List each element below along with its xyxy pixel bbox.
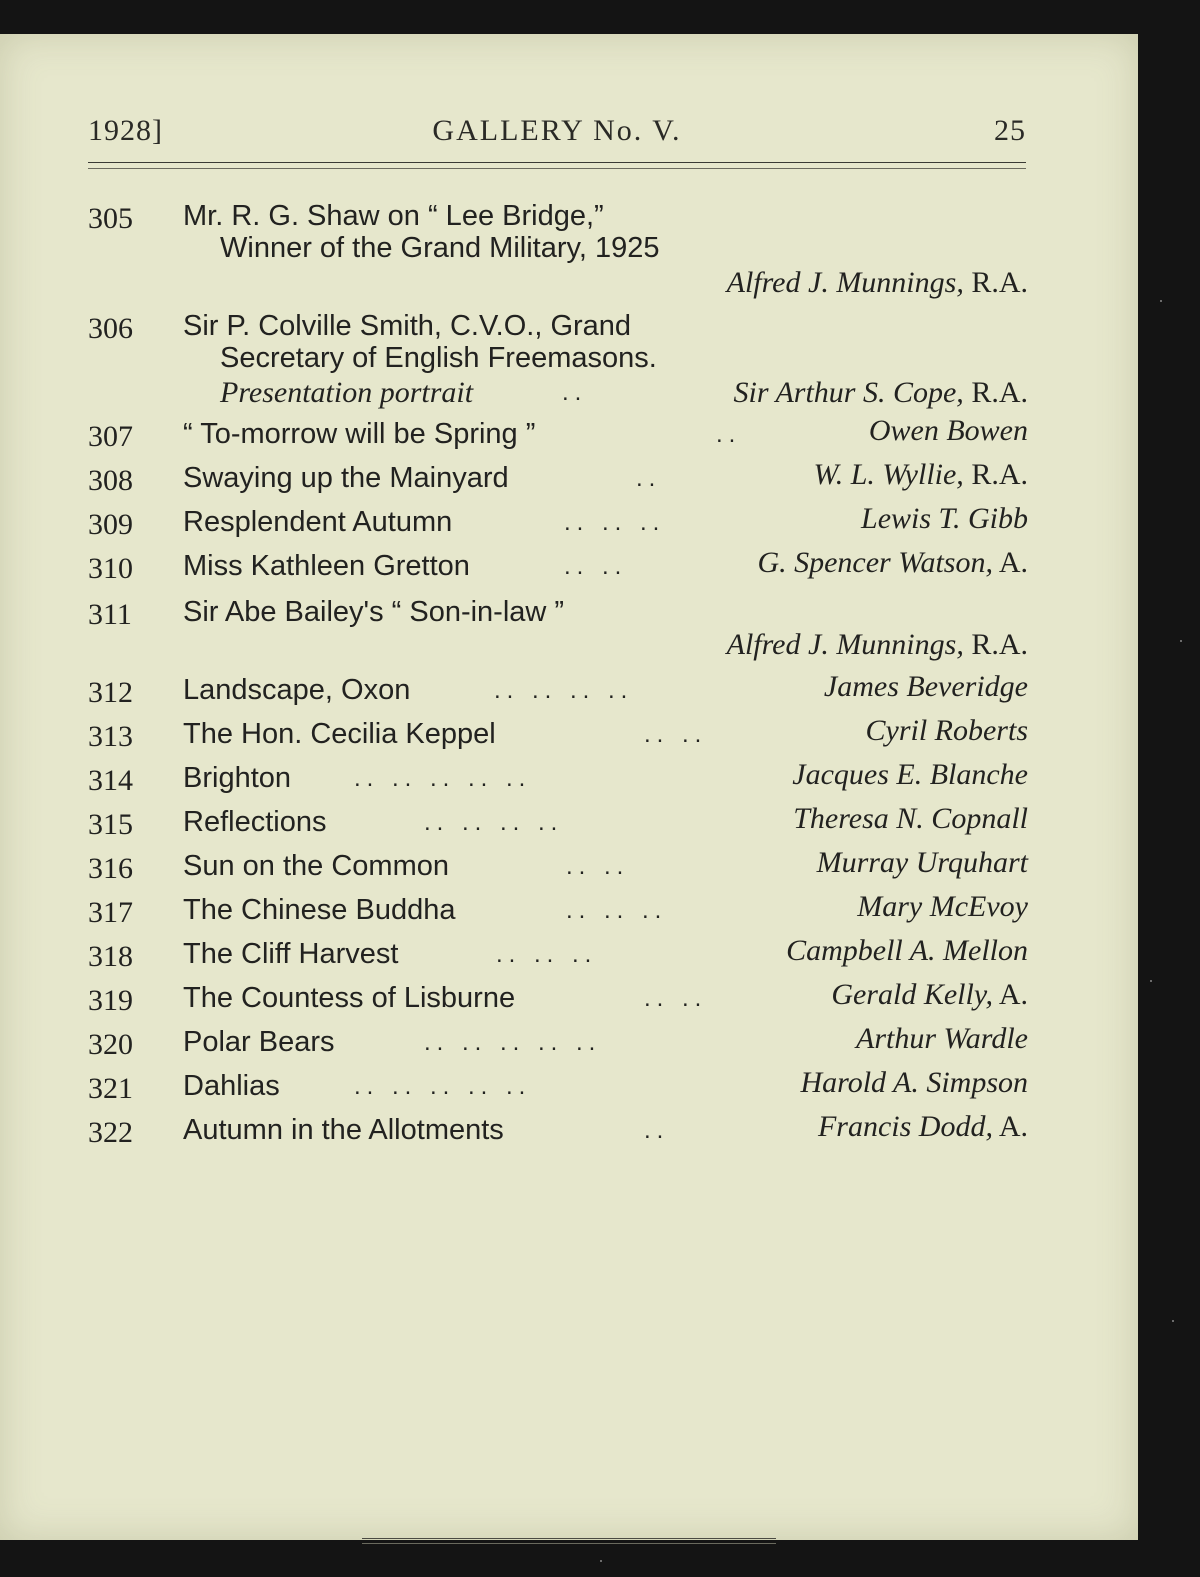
artist-suffix: R.A. (963, 458, 1028, 491)
entry-artist (814, 458, 1028, 491)
entry-number: 316 (88, 852, 133, 885)
entry-title: Landscape, Oxon (183, 674, 411, 706)
artist-suffix: R.A. (963, 628, 1028, 661)
leader-dots: .. .. .. .. (424, 809, 564, 836)
closing-double-rule (362, 1538, 776, 1544)
entry-title: Reflections (183, 806, 327, 838)
entry-number: 305 (88, 202, 133, 235)
catalogue-entry-322 (88, 1110, 1028, 1154)
entry-subtitle: Presentation portrait (220, 376, 474, 409)
entry-artist (869, 414, 1028, 447)
entry-title: Autumn in the Allotments (183, 1114, 504, 1146)
entry-title: The Hon. Cecilia Keppel (183, 718, 496, 750)
entry-number: 317 (88, 896, 133, 929)
leader-dots: .. .. (564, 553, 628, 580)
artist-name: Owen Bowen (868, 414, 1028, 447)
leader-dots: .. .. .. .. (494, 677, 634, 704)
entry-number: 318 (88, 940, 133, 973)
artist-name: James Beveridge (823, 670, 1028, 703)
entry-artist (856, 1022, 1028, 1055)
running-header (88, 114, 1026, 154)
artist-name: Cyril Roberts (865, 714, 1028, 747)
entry-title: Miss Kathleen Gretton (183, 550, 470, 582)
catalogue-entry-316 (88, 846, 1028, 890)
artist-name: Alfred J. Munnings, (726, 628, 964, 661)
artist-name: Mary McEvoy (857, 890, 1028, 923)
artist-name: Jacques E. Blanche (792, 758, 1028, 791)
leader-dots: .. .. .. (566, 897, 668, 924)
catalogue-entry-321 (88, 1066, 1028, 1110)
catalogue-entry-317 (88, 890, 1028, 934)
catalogue-entry-306 (88, 310, 1028, 410)
entry-title: Polar Bears (183, 1026, 335, 1058)
entry-title: Resplendent Autumn (183, 506, 453, 538)
artist-name: Francis Dodd, (817, 1110, 993, 1143)
entry-title-line-2: Winner of the Grand Military, 1925 (220, 232, 660, 264)
catalogue-entry-311 (88, 596, 1028, 670)
catalogue-page (0, 34, 1138, 1540)
entry-number: 312 (88, 676, 133, 709)
entry-artist (793, 802, 1028, 835)
leader-dots: .. (562, 379, 588, 406)
leader-dots: .. (636, 465, 662, 492)
leader-dots: .. .. (644, 721, 708, 748)
entry-number: 309 (88, 508, 133, 541)
catalogue-entry-314 (88, 758, 1028, 802)
background-speck (1172, 1320, 1174, 1322)
artist-name: Gerald Kelly, (831, 978, 993, 1011)
entry-number: 320 (88, 1028, 133, 1061)
artist-name: Harold A. Simpson (800, 1066, 1028, 1099)
artist-suffix: R.A. (963, 266, 1028, 299)
entry-title: Sir Abe Bailey's “ Son-in-law ” (183, 596, 565, 628)
background-speck (1150, 980, 1152, 982)
header-page-number: 25 (994, 114, 1026, 147)
entry-title: Brighton (183, 762, 292, 794)
entry-artist (818, 1110, 1028, 1143)
entry-title: The Countess of Lisburne (183, 982, 516, 1014)
entry-artist (734, 376, 1029, 409)
leader-dots: .. (644, 1117, 670, 1144)
entry-number: 319 (88, 984, 133, 1017)
leader-dots: .. .. .. .. .. (354, 765, 532, 792)
entry-number: 311 (88, 598, 132, 631)
entry-number: 322 (88, 1116, 133, 1149)
entry-number: 306 (88, 312, 133, 345)
leader-dots: .. (716, 421, 742, 448)
catalogue-entry-310 (88, 546, 1028, 590)
entry-title: Swaying up the Mainyard (183, 462, 509, 494)
catalogue-entry-312 (88, 670, 1028, 714)
artist-suffix: A. (992, 978, 1028, 1011)
catalogue-entry-320 (88, 1022, 1028, 1066)
header-title: GALLERY No. V. (432, 114, 682, 147)
entry-artist (857, 890, 1028, 923)
leader-dots: .. .. .. .. .. (424, 1029, 602, 1056)
background-speck (1160, 300, 1162, 302)
entry-artist (800, 1066, 1028, 1099)
entry-number: 310 (88, 552, 133, 585)
leader-dots: .. .. .. .. .. (354, 1073, 532, 1100)
catalogue-entry-307 (88, 414, 1028, 458)
artist-name: Alfred J. Munnings, (726, 266, 964, 299)
catalogue-entry-309 (88, 502, 1028, 546)
artist-name: Arthur Wardle (856, 1022, 1028, 1055)
entry-number: 307 (88, 420, 133, 453)
artist-name: Sir Arthur S. Cope, (733, 376, 964, 409)
artist-name: Murray Urquhart (816, 846, 1028, 879)
entry-number: 314 (88, 764, 133, 797)
entry-number: 321 (88, 1072, 133, 1105)
artist-suffix: A. (992, 546, 1028, 579)
entry-number: 313 (88, 720, 133, 753)
leader-dots: .. .. .. (564, 509, 666, 536)
leader-dots: .. .. (566, 853, 630, 880)
artist-name: G. Spencer Watson, (757, 546, 993, 579)
entry-number: 308 (88, 464, 133, 497)
artist-name: Theresa N. Copnall (793, 802, 1028, 835)
artist-suffix: R.A. (963, 376, 1028, 409)
entry-title: The Cliff Harvest (183, 938, 399, 970)
entry-title: Sun on the Common (183, 850, 449, 882)
entry-artist (861, 502, 1028, 535)
entry-title: The Chinese Buddha (183, 894, 456, 926)
entry-artist (727, 628, 1028, 661)
catalogue-entry-318 (88, 934, 1028, 978)
entry-artist (866, 714, 1029, 747)
background-speck (600, 1560, 602, 1562)
header-year: 1928] (88, 114, 163, 147)
entry-artist (757, 546, 1028, 579)
artist-name: Campbell A. Mellon (786, 934, 1028, 967)
leader-dots: .. .. (644, 985, 708, 1012)
leader-dots: .. .. .. (496, 941, 598, 968)
artist-name: Lewis T. Gibb (861, 502, 1028, 535)
background-speck (1180, 640, 1182, 642)
entry-title: Dahlias (183, 1070, 280, 1102)
catalogue-entry-313 (88, 714, 1028, 758)
entry-artist (792, 758, 1028, 791)
entry-title-line-1: Sir P. Colville Smith, C.V.O., Grand (183, 310, 632, 342)
catalogue-entry-305 (88, 200, 1028, 300)
catalogue-entry-319 (88, 978, 1028, 1022)
entry-artist (727, 266, 1028, 299)
entry-number: 315 (88, 808, 133, 841)
entry-title: “ To-morrow will be Spring ” (183, 418, 536, 450)
entry-title-line-1: Mr. R. G. Shaw on “ Lee Bridge,” (183, 200, 604, 232)
catalogue-entry-315 (88, 802, 1028, 846)
header-double-rule (88, 162, 1026, 169)
catalogue-entry-308 (88, 458, 1028, 502)
artist-name: W. L. Wyllie, (813, 458, 964, 491)
entry-title-line-2: Secretary of English Freemasons. (220, 342, 657, 374)
entry-artist (817, 846, 1028, 879)
entry-artist (786, 934, 1028, 967)
entry-artist (831, 978, 1028, 1011)
entry-artist (824, 670, 1028, 703)
artist-suffix: A. (992, 1110, 1028, 1143)
